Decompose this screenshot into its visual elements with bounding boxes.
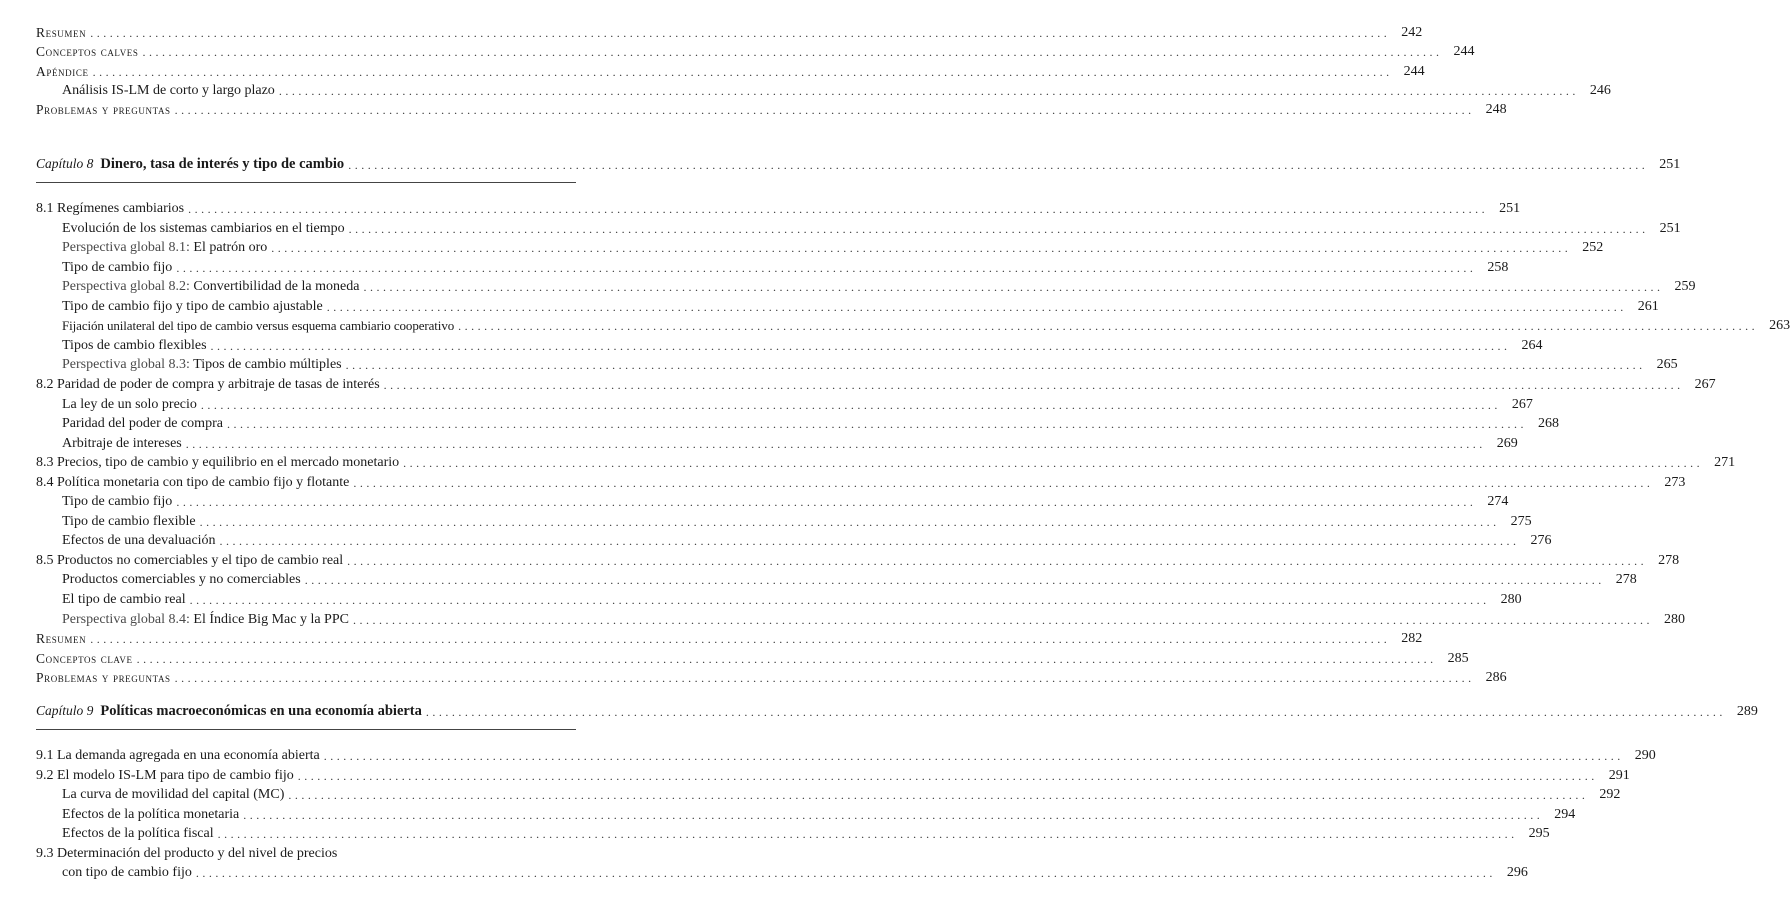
- toc-entry[interactable]: [36, 99, 1507, 118]
- toc-entry[interactable]: [36, 667, 1507, 686]
- leader-dots: ........................................................................................................................................................................................................: [92, 64, 1393, 79]
- chapter-rule: [36, 729, 576, 730]
- toc-entry[interactable]: [36, 765, 1630, 784]
- leader-dots: ........................................................................................................................................................................................................: [217, 827, 1518, 841]
- page-number: 248: [1485, 102, 1507, 118]
- toc-entry-title: Tipo de cambio fijo y tipo de cambio ajustable: [62, 298, 323, 314]
- leader-dots: ........................................................................................................................................................................................................: [297, 768, 1598, 783]
- leader-dots: ........................................................................................................................................................................................................: [347, 553, 1648, 568]
- perspective-title: El Índice Big Mac y la PPC: [193, 611, 349, 627]
- toc-entry-title: Efectos de la política monetaria: [62, 806, 240, 822]
- toc-entry-title: 8.1 Regímenes cambiarios: [36, 201, 185, 216]
- leader-dots: ........................................................................................................................................................................................................: [219, 534, 1520, 549]
- toc-entry-title: Apéndice: [36, 63, 89, 79]
- leader-dots: ........................................................................................................................................................................................................: [226, 417, 1527, 432]
- leader-dots: ........................................................................................................................................................................................................: [288, 788, 1589, 802]
- toc-entry-title: El tipo de cambio real: [62, 592, 186, 607]
- page-number: 252: [1582, 240, 1604, 256]
- leader-dots: ........................................................................................................................................................................................................: [136, 651, 1437, 666]
- toc-entry[interactable]: [62, 433, 1518, 452]
- leader-dots: ........................................................................................................................................................................................................: [352, 612, 1653, 627]
- page-number: 278: [1658, 552, 1680, 568]
- toc-entry[interactable]: [36, 745, 1656, 764]
- toc-entry[interactable]: [62, 257, 1509, 276]
- perspective-title: Convertibilidad de la moneda: [193, 279, 360, 295]
- leader-dots: ........................................................................................................................................................................................................: [271, 241, 1572, 256]
- toc-entry-title: 8.5 Productos no comerciables y el tipo de cambio real: [36, 552, 344, 568]
- leader-dots: ........................................................................................................................................................................................................: [326, 299, 1627, 314]
- perspective-label: Perspectiva global 8.2:: [62, 279, 190, 295]
- toc-entry[interactable]: [62, 511, 1532, 530]
- leader-dots: ........................................................................................................................................................................................................: [345, 358, 1646, 373]
- leader-dots: ........................................................................................................................................................................................................: [176, 260, 1477, 275]
- toc-entry-title: La curva de movilidad del capital (MC): [62, 787, 285, 802]
- leader-dots: ........................................................................................................................................................................................................: [200, 397, 1501, 412]
- page-number: 273: [1664, 474, 1686, 490]
- toc-entry[interactable]: [62, 218, 1681, 237]
- toc-entry[interactable]: [62, 569, 1637, 588]
- page-number: 282: [1401, 631, 1423, 647]
- chapter-title: Dinero, tasa de interés y tipo de cambio: [100, 156, 345, 172]
- toc-entry[interactable]: [36, 550, 1680, 569]
- toc-entry[interactable]: [62, 784, 1621, 803]
- toc-entry[interactable]: [36, 628, 1423, 647]
- toc-entry-title: Análisis IS-LM de corto y largo plazo: [62, 82, 275, 98]
- toc-entry[interactable]: [62, 804, 1576, 823]
- page-number: 264: [1521, 337, 1543, 353]
- toc-entry[interactable]: [62, 491, 1509, 510]
- toc-entry[interactable]: [36, 41, 1475, 60]
- toc-entry-title: [62, 611, 353, 628]
- page-number: 290: [1634, 748, 1656, 763]
- page-number: 280: [1500, 592, 1522, 607]
- page-number: 244: [1403, 63, 1425, 79]
- page-number: 294: [1554, 806, 1576, 822]
- toc-entry-title: Tipo de cambio flexible: [62, 513, 196, 529]
- page-number: 275: [1510, 513, 1532, 529]
- toc-entry[interactable]: [62, 413, 1559, 432]
- chapter-label: Capítulo 9: [36, 703, 94, 718]
- toc-entry[interactable]: [62, 335, 1543, 354]
- page-number: 280: [1663, 611, 1685, 627]
- leader-dots: ........................................................................................................................................................................................................: [174, 103, 1475, 118]
- page-number: 267: [1511, 396, 1533, 412]
- page-number: 242: [1401, 25, 1423, 40]
- toc-entry[interactable]: [36, 472, 1686, 491]
- toc-entry-title: Paridad del poder de compra: [62, 416, 223, 432]
- perspective-title: Tipos de cambio múltiples: [193, 357, 342, 373]
- chapter-heading[interactable]: [36, 701, 1758, 720]
- toc-entry-title: Fijación unilateral del tipo de cambio versus esquema cambiario cooperativo: [62, 318, 455, 334]
- leader-dots: ........................................................................................................................................................................................................: [243, 807, 1544, 822]
- leader-dots: ........................................................................................................................................................................................................: [278, 83, 1579, 98]
- page-number: 251: [1499, 201, 1521, 216]
- toc-entry[interactable]: [36, 452, 1736, 471]
- page-number: 271: [1714, 455, 1736, 471]
- perspective-label: Perspectiva global 8.3:: [62, 357, 190, 373]
- toc-entry[interactable]: [62, 823, 1550, 842]
- page-number: 265: [1656, 357, 1678, 373]
- page-number: 267: [1694, 376, 1716, 392]
- toc-entry-title: Tipo de cambio fijo: [62, 259, 173, 275]
- chapter-title-group: [36, 702, 426, 720]
- page-number: 285: [1447, 650, 1469, 666]
- page-number: 263: [1769, 318, 1790, 334]
- toc-entry-title: Problemas y preguntas: [36, 670, 171, 686]
- leader-dots: ........................................................................................................................................................................................................: [142, 45, 1443, 60]
- leader-dots: ........................................................................................................................................................................................................: [383, 377, 1684, 392]
- leader-dots: ........................................................................................................................................................................................................: [348, 221, 1649, 236]
- page-number: 295: [1528, 826, 1550, 841]
- page-number: 296: [1506, 865, 1528, 880]
- perspective-label: Perspectiva global 8.4:: [62, 611, 190, 627]
- toc-entry[interactable]: [62, 862, 1528, 881]
- page-number: 276: [1530, 533, 1552, 549]
- toc-entry-title: Problemas y preguntas: [36, 102, 171, 118]
- toc-entry-title: [62, 278, 363, 295]
- toc-entry-title: Tipo de cambio fijo: [62, 494, 173, 510]
- toc-entry-title: Conceptos calves: [36, 44, 139, 60]
- toc-entry-title: [62, 356, 346, 373]
- leader-dots: ........................................................................................................................................................................................................: [188, 202, 1489, 216]
- toc-entry-title: 9.3 Determinación del producto y del nivel de precios: [36, 845, 338, 861]
- leader-dots: ........................................................................................................................................................................................................: [323, 749, 1624, 763]
- toc-entry-title: 8.4 Política monetaria con tipo de cambio fijo y flotante: [36, 474, 350, 490]
- leader-dots: ........................................................................................................................................................................................................: [210, 338, 1511, 353]
- toc-entry[interactable]: [62, 530, 1552, 549]
- leader-dots: ........................................................................................................................................................................................................: [363, 280, 1664, 295]
- toc-entry-title: 9.2 El modelo IS-LM para tipo de cambio fijo: [36, 767, 294, 783]
- toc-entry[interactable]: [62, 315, 1790, 334]
- page-number: 286: [1485, 670, 1507, 686]
- toc-entry-title: Evolución de los sistemas cambiarios en el tiempo: [62, 220, 345, 236]
- toc-entry[interactable]: [62, 237, 1604, 256]
- page-number: 251: [1659, 220, 1681, 236]
- chapter-rule: [36, 182, 576, 183]
- toc-entry-title: Efectos de una devaluación: [62, 533, 216, 549]
- leader-dots: ........................................................................................................................................................................................................: [189, 593, 1490, 607]
- chapter-page-number: 289: [1736, 704, 1758, 719]
- leader-dots: ........................................................................................................................................................................................................: [195, 866, 1496, 880]
- toc-entry-title: Productos comerciables y no comerciables: [62, 572, 301, 588]
- toc-entry-title: Arbitraje de intereses: [62, 435, 182, 451]
- toc-entry[interactable]: [36, 374, 1716, 393]
- toc-entry[interactable]: [62, 589, 1522, 608]
- chapter-heading[interactable]: [36, 154, 1681, 173]
- page-number: 244: [1453, 44, 1475, 60]
- toc-entry-title: Resumen: [36, 631, 87, 647]
- page-number: 261: [1637, 298, 1659, 314]
- toc-entry-title: La ley de un solo precio: [62, 396, 197, 412]
- page-number: 274: [1487, 494, 1509, 510]
- page-number: 269: [1496, 435, 1518, 451]
- chapter-page-number: 251: [1659, 157, 1681, 172]
- toc-entry[interactable]: [36, 22, 1423, 41]
- toc-entry[interactable]: [36, 198, 1521, 217]
- toc-entry[interactable]: [36, 648, 1469, 667]
- leader-dots: ........................................................................................................................................................................................................: [185, 436, 1486, 451]
- toc-entry-title: [62, 239, 271, 256]
- perspective-title: El patrón oro: [193, 240, 268, 256]
- page-number: 278: [1615, 572, 1637, 588]
- page-number: 268: [1537, 416, 1559, 432]
- leader-dots: ........................................................................................................................................................................................................: [348, 158, 1649, 172]
- page-number: 291: [1608, 767, 1630, 783]
- toc-entry[interactable]: [36, 843, 584, 862]
- leader-dots: ........................................................................................................................................................................................................: [304, 573, 1605, 588]
- leader-dots: ........................................................................................................................................................................................................: [458, 319, 1759, 334]
- toc-entry-title: con tipo de cambio fijo: [62, 865, 192, 880]
- toc-entry[interactable]: [62, 354, 1678, 373]
- page-number: 246: [1589, 82, 1611, 98]
- leader-dots: ........................................................................................................................................................................................................: [176, 495, 1477, 510]
- leader-dots: ........................................................................................................................................................................................................: [174, 671, 1475, 686]
- chapter-title: Políticas macroeconómicas en una economía abierta: [100, 703, 422, 719]
- chapter-label: Capítulo 8: [36, 156, 94, 171]
- toc-entry[interactable]: [62, 609, 1685, 628]
- page-number: 258: [1487, 259, 1509, 275]
- chapter-title-group: [36, 155, 348, 173]
- toc-entry[interactable]: [36, 61, 1425, 80]
- toc-entry-title: 8.3 Precios, tipo de cambio y equilibrio en el mercado monetario: [36, 455, 400, 471]
- leader-dots: ........................................................................................................................................................................................................: [90, 632, 1391, 647]
- leader-dots: ........................................................................................................................................................................................................: [353, 475, 1654, 490]
- page-number: 292: [1599, 787, 1621, 802]
- toc-entry-title: Efectos de la política fiscal: [62, 826, 214, 841]
- toc-entry-title: Conceptos clave: [36, 650, 133, 666]
- toc-entry-title: Tipos de cambio flexibles: [62, 337, 207, 353]
- leader-dots: ........................................................................................................................................................................................................: [403, 456, 1704, 471]
- leader-dots: ........................................................................................................................................................................................................: [425, 705, 1726, 719]
- leader-dots: ........................................................................................................................................................................................................: [199, 514, 1500, 529]
- leader-dots: ........................................................................................................................................................................................................: [90, 26, 1391, 40]
- toc-entry[interactable]: [62, 296, 1659, 315]
- perspective-label: Perspectiva global 8.1:: [62, 240, 190, 256]
- toc-entry-title: 8.2 Paridad de poder de compra y arbitraje de tasas de interés: [36, 376, 380, 392]
- toc-entry-title: Resumen: [36, 25, 87, 40]
- toc-entry[interactable]: [62, 276, 1696, 295]
- toc-entry[interactable]: [62, 394, 1533, 413]
- toc-entry[interactable]: [62, 80, 1611, 99]
- toc-entry-title: 9.1 La demanda agregada en una economía abierta: [36, 748, 320, 763]
- page-number: 259: [1674, 279, 1696, 295]
